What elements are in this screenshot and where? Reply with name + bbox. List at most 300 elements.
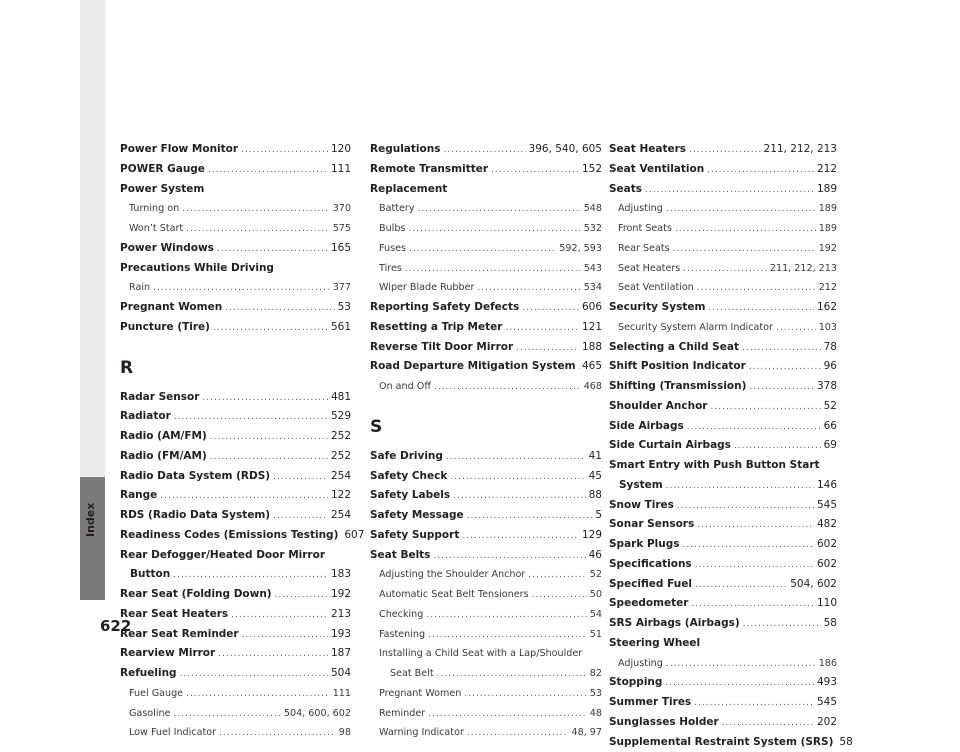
index-entry[interactable] (370, 160, 602, 180)
index-entry[interactable] (609, 535, 837, 555)
dot-leader (218, 645, 328, 665)
dot-leader (217, 240, 328, 260)
dot-leader (225, 299, 334, 319)
index-entry[interactable] (120, 427, 351, 447)
index-subentry[interactable] (609, 199, 837, 219)
dot-leader (707, 161, 814, 181)
index-page-reference[interactable]: 54 (590, 605, 602, 625)
index-page-reference[interactable]: 188 (582, 338, 602, 358)
dot-leader (433, 547, 585, 567)
index-entry-label: Reverse Tilt Door Mirror (370, 338, 513, 358)
index-entry-label: Low Fuel Indicator (129, 723, 216, 743)
index-page-reference[interactable]: 468 (584, 377, 602, 397)
index-entry-label: Button (130, 565, 170, 585)
dot-leader (405, 260, 581, 280)
index-page-reference[interactable]: 121 (582, 318, 602, 338)
index-entry[interactable] (609, 713, 837, 733)
index-page-reference[interactable]: 192 (819, 239, 837, 259)
index-entry-label: Radio (AM/FM) (120, 427, 207, 447)
index-entry[interactable] (609, 357, 837, 377)
index-entry[interactable] (609, 338, 837, 358)
index-page-reference[interactable]: 152 (582, 160, 602, 180)
dot-leader (505, 319, 579, 339)
index-subentry[interactable] (370, 704, 602, 724)
dot-leader (464, 685, 586, 705)
index-entry[interactable] (120, 298, 351, 318)
dot-leader (522, 299, 579, 319)
dot-leader (467, 507, 593, 527)
index-page-reference[interactable]: 504, 602 (790, 575, 837, 595)
index-page-reference[interactable]: 45 (589, 467, 602, 487)
dot-leader (182, 200, 330, 220)
index-entry[interactable] (120, 388, 351, 408)
index-page-reference[interactable]: 5 (595, 506, 602, 526)
dot-leader (491, 161, 579, 181)
index-page-reference[interactable]: 183 (331, 565, 351, 585)
index-entry-label: Puncture (Tire) (120, 318, 210, 338)
index-entry[interactable] (120, 140, 351, 160)
index-entry[interactable] (609, 496, 837, 516)
index-page-reference[interactable]: 211, 212, 213 (764, 140, 837, 160)
index-entry-heading: Smart Entry with Push Button Start (609, 456, 837, 476)
index-entry-label: Front Seats (618, 219, 672, 239)
index-entry-label: POWER Gauge (120, 160, 205, 180)
index-entry-label: Selecting a Child Seat (609, 338, 739, 358)
dot-leader (153, 279, 330, 299)
index-entry-label: Safety Check (370, 467, 447, 487)
index-page-reference[interactable]: 575 (333, 219, 351, 239)
index-page-reference[interactable]: 548 (584, 199, 602, 219)
index-entry-label: Radiator (120, 407, 171, 427)
index-letter-heading: S (370, 407, 602, 447)
index-entry[interactable] (609, 160, 837, 180)
index-entry[interactable] (120, 664, 351, 684)
dot-leader (683, 260, 767, 280)
index-subentry[interactable] (370, 565, 602, 585)
index-page-reference[interactable]: 96 (824, 357, 837, 377)
dot-leader (673, 240, 816, 260)
dot-leader (241, 141, 328, 161)
index-page-reference[interactable]: 78 (824, 338, 837, 358)
index-page-reference[interactable]: 111 (333, 684, 351, 704)
index-entry[interactable] (120, 318, 351, 338)
index-page-reference[interactable]: 561 (331, 318, 351, 338)
index-subentry[interactable] (370, 723, 602, 743)
index-entry-heading: Steering Wheel (609, 634, 837, 654)
dot-leader (210, 448, 328, 468)
index-page-reference[interactable]: 88 (589, 486, 602, 506)
index-subentry[interactable] (120, 723, 351, 743)
index-page-reference[interactable]: 252 (331, 447, 351, 467)
index-page-reference[interactable]: 493 (817, 673, 837, 693)
index-entry[interactable] (609, 397, 837, 417)
dot-leader (453, 487, 586, 507)
index-page-reference[interactable]: 50 (590, 585, 602, 605)
index-entry-label: Rear Seat Heaters (120, 605, 228, 625)
index-entry-label: Shifting (Transmission) (609, 377, 746, 397)
index-entry[interactable] (609, 140, 837, 160)
index-entry-label: System (619, 476, 663, 496)
dot-leader (428, 626, 587, 646)
index-entry-label: Seats (609, 180, 642, 200)
dot-leader (210, 428, 328, 448)
index-page-reference[interactable]: 110 (817, 594, 837, 614)
index-entry[interactable] (370, 526, 602, 546)
dot-leader (173, 566, 328, 586)
index-entry-label: Shift Position Indicator (609, 357, 746, 377)
index-page-reference[interactable]: 186 (819, 654, 837, 674)
index-entry[interactable] (370, 486, 602, 506)
index-page-reference[interactable]: 103 (819, 318, 837, 338)
index-page-reference[interactable]: 532 (584, 219, 602, 239)
index-page-reference[interactable]: 607 (344, 526, 364, 546)
index-entry-label: Reporting Safety Defects (370, 298, 519, 318)
index-page-reference[interactable]: 53 (338, 298, 351, 318)
dot-leader (437, 665, 587, 685)
dot-leader (273, 507, 328, 527)
index-entry-label: Refueling (120, 664, 177, 684)
dot-leader (695, 576, 787, 596)
index-entry-label: Radar Sensor (120, 388, 199, 408)
dot-leader (434, 378, 581, 398)
dot-leader (683, 536, 814, 556)
index-page-reference[interactable]: 111 (331, 160, 351, 180)
index-entry-label: Road Departure Mitigation System (370, 357, 576, 377)
index-entry-label: Rear Seat Reminder (120, 625, 239, 645)
index-page-reference[interactable]: 48 (590, 704, 602, 724)
index-entry[interactable] (370, 357, 602, 377)
index-entry-label: Warning Indicator (379, 723, 464, 743)
index-page-reference[interactable]: 146 (817, 476, 837, 496)
index-entry-label: Security System (609, 298, 705, 318)
index-page-reference[interactable]: 465 (582, 357, 602, 377)
index-subentry[interactable] (120, 684, 351, 704)
index-page-reference[interactable]: 602 (817, 535, 837, 555)
index-entry-label: Regulations (370, 140, 440, 160)
index-entry-label: Seat Heaters (618, 259, 680, 279)
index-entry-label: Safety Message (370, 506, 464, 526)
index-entry-label: Rear Seats (618, 239, 670, 259)
index-subentry[interactable] (120, 704, 351, 724)
dot-leader (694, 694, 814, 714)
dot-leader (666, 200, 816, 220)
index-page-reference[interactable]: 592, 593 (559, 239, 602, 259)
index-page-reference[interactable]: 41 (589, 447, 602, 467)
index-entry[interactable] (370, 338, 602, 358)
index-entry[interactable] (370, 467, 602, 487)
index-page-reference[interactable]: 122 (331, 486, 351, 506)
index-page-reference[interactable]: 129 (582, 526, 602, 546)
index-subentry[interactable] (370, 605, 602, 625)
index-entry-label: Rear Seat (Folding Down) (120, 585, 272, 605)
index-page-reference[interactable]: 212 (817, 160, 837, 180)
index-entry[interactable] (609, 693, 837, 713)
index-page-reference[interactable]: 120 (331, 140, 351, 160)
index-subentry[interactable] (370, 625, 602, 645)
index-entry-label: Radio (FM/AM) (120, 447, 207, 467)
index-entry-label: Shoulder Anchor (609, 397, 708, 417)
index-entry-label: Readiness Codes (Emissions Testing) (120, 526, 338, 546)
dot-leader (528, 566, 587, 586)
dot-leader (695, 556, 814, 576)
index-entry[interactable] (609, 476, 837, 496)
dot-leader (697, 279, 816, 299)
index-subentry[interactable] (609, 259, 837, 279)
index-subentry[interactable] (609, 239, 837, 259)
index-entry[interactable] (370, 447, 602, 467)
dot-leader (180, 665, 328, 685)
index-page-reference[interactable]: 504, 600, 602 (284, 704, 351, 724)
index-entry-label: Reminder (379, 704, 425, 724)
index-entry-label: Seat Belt (390, 664, 434, 684)
index-entry[interactable] (609, 436, 837, 456)
index-entry[interactable] (120, 585, 351, 605)
dot-leader (749, 358, 821, 378)
index-entry-heading: Precautions While Driving (120, 259, 351, 279)
index-page-reference[interactable]: 482 (817, 515, 837, 535)
index-entry-label: Power Flow Monitor (120, 140, 238, 160)
index-letter-heading: R (120, 348, 351, 388)
index-page-reference[interactable]: 58 (839, 733, 852, 752)
index-entry-label: Range (120, 486, 157, 506)
index-page-reference[interactable]: 543 (584, 259, 602, 279)
index-entry[interactable] (609, 614, 837, 634)
dot-leader (160, 487, 328, 507)
index-subentry[interactable] (370, 259, 602, 279)
index-subentry[interactable] (609, 278, 837, 298)
index-page-reference[interactable]: 254 (331, 506, 351, 526)
index-entry[interactable] (120, 239, 351, 259)
dot-leader (516, 339, 579, 359)
index-entry[interactable] (609, 575, 837, 595)
dot-leader (749, 378, 814, 398)
dot-leader (213, 319, 328, 339)
index-page-reference[interactable]: 165 (331, 239, 351, 259)
dot-leader (275, 586, 328, 606)
index-page-reference[interactable]: 606 (582, 298, 602, 318)
index-entry-label: Remote Transmitter (370, 160, 488, 180)
dot-leader (428, 705, 587, 725)
index-entry[interactable] (370, 506, 602, 526)
dot-leader (443, 141, 525, 161)
index-entry-heading: Replacement (370, 180, 602, 200)
index-column-2 (370, 140, 602, 743)
dot-leader (708, 299, 814, 319)
index-page-reference[interactable]: 254 (331, 467, 351, 487)
index-page-reference[interactable]: 202 (817, 713, 837, 733)
index-entry[interactable] (609, 733, 837, 752)
index-entry[interactable] (120, 486, 351, 506)
index-entry-label: Fuses (379, 239, 406, 259)
index-entry[interactable] (120, 467, 351, 487)
index-page-reference[interactable]: 545 (817, 496, 837, 516)
index-page-reference[interactable]: 193 (331, 625, 351, 645)
index-entry[interactable] (120, 407, 351, 427)
index-entry[interactable] (370, 318, 602, 338)
dot-leader (722, 714, 814, 734)
index-page-reference[interactable]: 52 (590, 565, 602, 585)
dot-leader (665, 674, 814, 694)
index-entry-label: Side Airbags (609, 417, 684, 437)
index-entry-label: RDS (Radio Data System) (120, 506, 270, 526)
index-entry-label: Spark Plugs (609, 535, 680, 555)
index-page-reference[interactable]: 98 (339, 723, 351, 743)
index-page-reference[interactable]: 52 (824, 397, 837, 417)
index-entry-label: Seat Heaters (609, 140, 686, 160)
index-page-reference[interactable]: 378 (817, 377, 837, 397)
index-entry-label: Safety Labels (370, 486, 450, 506)
index-entry-label: Adjusting the Shoulder Anchor (379, 565, 525, 585)
index-entry-label: Seat Belts (370, 546, 430, 566)
index-entry-label: Security System Alarm Indicator (618, 318, 773, 338)
index-subentry[interactable] (120, 278, 351, 298)
index-page-reference[interactable]: 189 (819, 219, 837, 239)
dot-leader (426, 606, 586, 626)
index-page-reference[interactable]: 213 (331, 605, 351, 625)
index-entry-label: Safety Support (370, 526, 459, 546)
index-page-reference[interactable]: 602 (817, 555, 837, 575)
index-subentry[interactable] (370, 377, 602, 397)
index-entry-label: Seat Ventilation (618, 278, 694, 298)
index-subentry[interactable] (370, 664, 602, 684)
index-page-reference[interactable]: 534 (584, 278, 602, 298)
index-page-reference[interactable]: 504 (331, 664, 351, 684)
index-entry[interactable] (609, 298, 837, 318)
index-page-reference[interactable]: 58 (824, 614, 837, 634)
index-page-reference[interactable]: 481 (331, 388, 351, 408)
index-entry-heading: Power System (120, 180, 351, 200)
index-entry-label: Adjusting (618, 199, 663, 219)
index-entry[interactable] (120, 644, 351, 664)
index-page-reference[interactable]: 545 (817, 693, 837, 713)
index-entry-label: Bulbs (379, 219, 405, 239)
index-subentry[interactable] (370, 684, 602, 704)
index-entry-label: Adjusting (618, 654, 663, 674)
index-entry[interactable] (609, 673, 837, 693)
index-entry-label: Speedometer (609, 594, 688, 614)
dot-leader (742, 339, 821, 359)
index-subentry[interactable] (609, 318, 837, 338)
index-entry-label: Automatic Seat Belt Tensioners (379, 585, 529, 605)
dot-leader (697, 516, 814, 536)
dot-leader (186, 220, 330, 240)
index-subentry[interactable] (120, 199, 351, 219)
index-entry[interactable] (370, 546, 602, 566)
dot-leader (743, 615, 821, 635)
index-entry[interactable] (370, 298, 602, 318)
index-entry[interactable] (609, 594, 837, 614)
index-entry-label: Pregnant Women (379, 684, 461, 704)
index-subentry[interactable] (370, 278, 602, 298)
index-subentry[interactable] (120, 219, 351, 239)
dot-leader (462, 527, 579, 547)
index-page-reference[interactable]: 53 (590, 684, 602, 704)
index-page-reference[interactable]: 162 (817, 298, 837, 318)
dot-leader (446, 448, 586, 468)
index-entry-label: Tires (379, 259, 402, 279)
index-entry[interactable] (120, 526, 351, 546)
index-page-reference[interactable]: 82 (590, 664, 602, 684)
index-entry[interactable] (120, 625, 351, 645)
index-entry[interactable] (609, 555, 837, 575)
index-entry-label: Won’t Start (129, 219, 183, 239)
dot-leader (666, 477, 814, 497)
index-entry-label: Specifications (609, 555, 692, 575)
index-subentry[interactable] (370, 219, 602, 239)
dot-leader (273, 468, 328, 488)
index-entry[interactable] (609, 417, 837, 437)
index-entry[interactable] (609, 377, 837, 397)
dot-leader (675, 220, 816, 240)
index-page-reference[interactable]: 187 (331, 644, 351, 664)
index-entry[interactable] (120, 565, 351, 585)
index-page-reference[interactable]: 51 (590, 625, 602, 645)
dot-leader (691, 595, 814, 615)
index-entry-label: SRS Airbags (Airbags) (609, 614, 740, 634)
index-page-reference[interactable]: 189 (817, 180, 837, 200)
index-entry-label: Checking (379, 605, 423, 625)
index-entry-label: Rearview Mirror (120, 644, 215, 664)
index-entry-label: Radio Data System (RDS) (120, 467, 270, 487)
index-page-reference[interactable]: 69 (824, 436, 837, 456)
index-subentry[interactable] (370, 239, 602, 259)
index-page-reference[interactable]: 252 (331, 427, 351, 447)
index-entry[interactable] (120, 447, 351, 467)
index-entry-label: Specified Fuel (609, 575, 692, 595)
index-page-reference[interactable]: 66 (824, 417, 837, 437)
index-page-reference[interactable]: 211, 212, 213 (770, 259, 837, 279)
index-subentry[interactable] (609, 219, 837, 239)
index-entry-label: Safe Driving (370, 447, 443, 467)
index-entry[interactable] (120, 160, 351, 180)
index-entry[interactable] (120, 605, 351, 625)
index-entry-label: Seat Ventilation (609, 160, 704, 180)
index-entry[interactable] (120, 506, 351, 526)
index-page-reference[interactable]: 192 (331, 585, 351, 605)
index-entry[interactable] (370, 140, 602, 160)
index-page-reference[interactable]: 370 (333, 199, 351, 219)
index-column-1 (120, 140, 351, 743)
index-page-reference[interactable]: 212 (819, 278, 837, 298)
index-entry-label: Sonar Sensors (609, 515, 694, 535)
page-number: 622 (100, 617, 131, 635)
index-page-reference[interactable]: 189 (819, 199, 837, 219)
index-subentry[interactable] (609, 654, 837, 674)
dot-leader (776, 319, 816, 339)
dot-leader (687, 418, 821, 438)
dot-leader (666, 655, 816, 675)
index-entry[interactable] (609, 180, 837, 200)
index-page-reference[interactable]: 396, 540, 605 (529, 140, 602, 160)
dot-leader (242, 626, 328, 646)
index-subentry[interactable] (370, 199, 602, 219)
index-subentry[interactable] (370, 585, 602, 605)
index-page-reference[interactable]: 48, 97 (571, 723, 602, 743)
index-entry-heading: Installing a Child Seat with a Lap/Shoulder (370, 644, 602, 664)
index-entry-label: Fuel Gauge (129, 684, 183, 704)
index-page-reference[interactable]: 529 (331, 407, 351, 427)
index-page-reference[interactable]: 46 (589, 546, 602, 566)
dot-leader (645, 181, 814, 201)
dot-leader (418, 200, 581, 220)
index-entry-label: On and Off (379, 377, 431, 397)
index-page-reference[interactable]: 377 (333, 278, 351, 298)
dot-leader (409, 240, 556, 260)
index-entry-label: Supplemental Restraint System (SRS) (609, 733, 833, 752)
dot-leader (450, 468, 585, 488)
index-entry[interactable] (609, 515, 837, 535)
index-entry-label: Wiper Blade Rubber (379, 278, 474, 298)
